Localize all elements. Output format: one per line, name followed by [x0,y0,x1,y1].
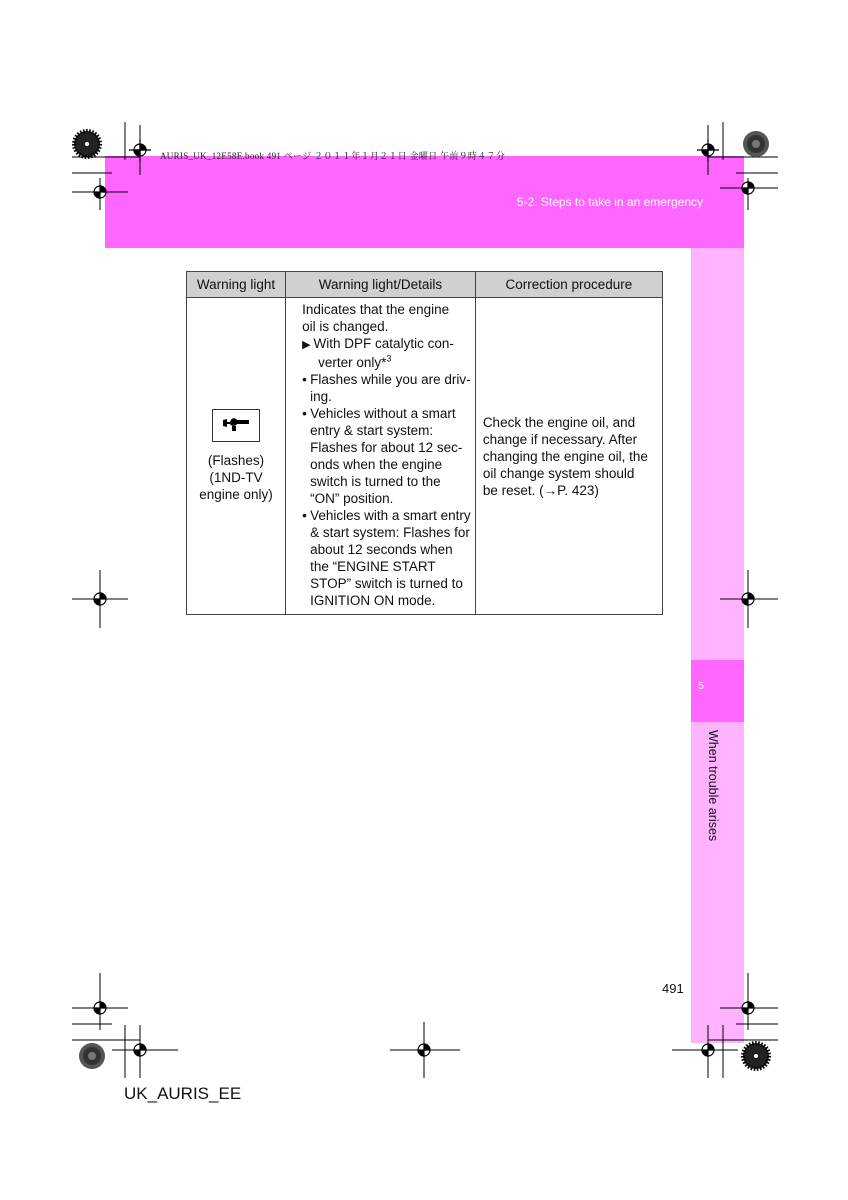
table-row [187,298,663,615]
header-warning-light: Warning light [187,272,286,298]
light-label-line: engine only) [199,487,273,502]
footer-code: UK_AURIS_EE [124,1084,242,1103]
bullet-icon: • [302,406,307,421]
details-intro-line: Indicates that the engine [302,302,450,317]
table-header-row [187,272,663,298]
bullet-icon: • [302,508,307,523]
page-number: 491 [662,981,684,996]
details-condition-line: ▶ With DPF catalytic con- [302,335,471,354]
side-tab [691,248,744,1043]
details-bullet: • Vehicles without a smart entry & start system: Flashes for about 12 sec- onds when the engine switch is turned to the “ON” position. [302,406,463,506]
warning-light-table [186,271,663,615]
light-label-line: (1ND-TV [209,470,263,485]
header-details: Warning light/Details [286,272,476,298]
wrench-icon [222,416,250,434]
header-correction: Correction procedure [475,272,662,298]
warning-light-indicator [212,409,260,442]
triangle-right-icon: ▶ [302,339,311,351]
footnote-ref: 3 [386,353,392,364]
details-intro-line: oil is changed. [302,319,389,334]
details-condition-line: verter only*$^3$ [318,353,392,370]
page-reference: be reset. (→P. 423) [482,482,599,498]
section-title: 5-2. Steps to take in an emergency [516,195,703,209]
light-label-line: (Flashes) [207,453,265,468]
details-bullet: • Flashes while you are driv- ing. [302,372,471,404]
details-bullet: • Vehicles with a smart entry & start system: Flashes for about 12 seconds when the “ENGINE START STOP” switch is turned to IGNITION ON mode. [302,508,471,608]
bullet-icon: • [302,372,307,387]
chapter-title: When trouble arises [706,730,720,842]
print-info: AURIS_UK_12E58E.book 491 ページ ２０１１年１月２１日 金曜日 午前９時４７分 [160,151,506,161]
details-cell [286,298,476,615]
chapter-number: 5 [698,681,704,692]
correction-cell: Check the engine oil, and change if necessary. After changing the engine oil, the oil change system should be reset. (→P. 423) [475,298,662,615]
warning-light-cell [187,298,286,615]
